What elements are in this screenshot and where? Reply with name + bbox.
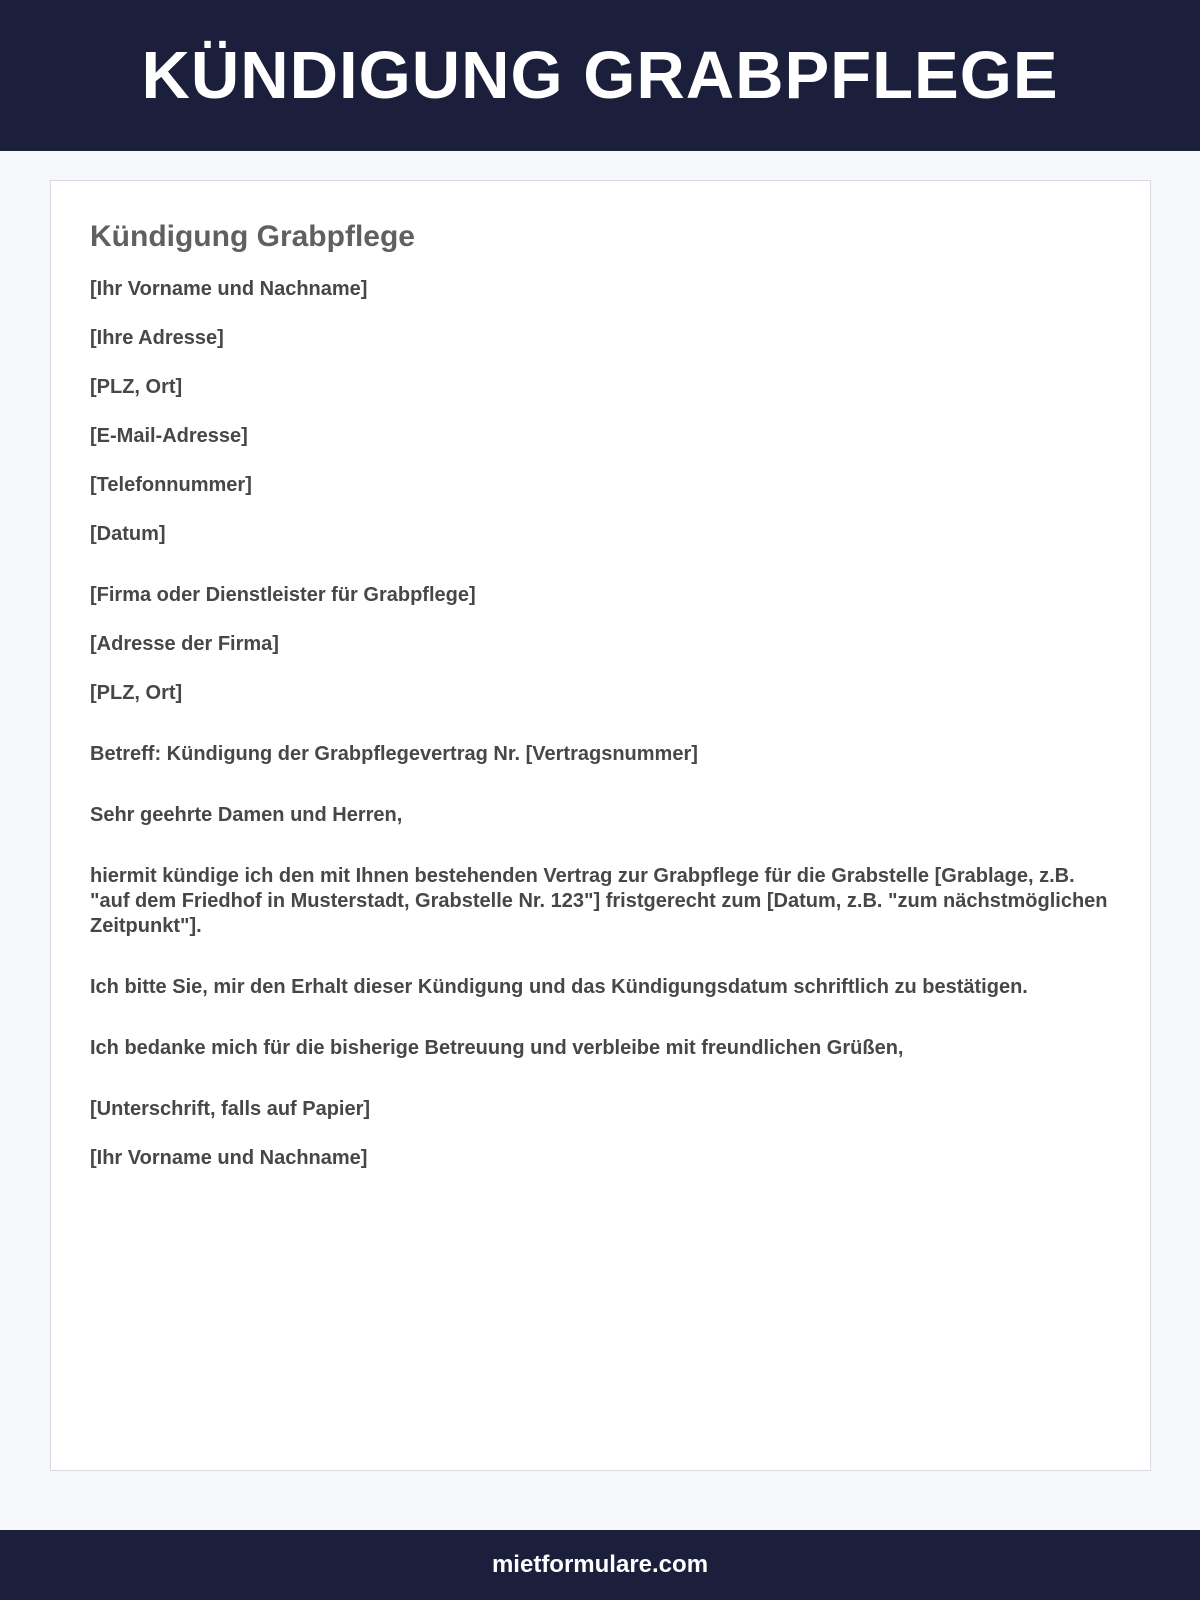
recipient-address: [Adresse der Firma] xyxy=(90,633,279,655)
letter-date: [Datum] xyxy=(90,523,166,545)
footer-banner xyxy=(0,1530,1200,1600)
recipient-zip-city: [PLZ, Ort] xyxy=(90,682,183,704)
header-banner xyxy=(0,0,1200,151)
sender-block xyxy=(90,277,1111,547)
recipient-company: [Firma oder Dienstleister für Grabpflege] xyxy=(90,584,476,606)
salutation: Sehr geehrte Damen und Herren, xyxy=(90,804,403,826)
footer-site-link[interactable]: mietformulare.com xyxy=(491,1551,709,1578)
document-title: Kündigung Grabpflege xyxy=(90,220,415,253)
signature-placeholder: [Unterschrift, falls auf Papier] xyxy=(90,1098,371,1120)
body-paragraph-termination: hiermit kündige ich den mit Ihnen bestehenden Vertrag zur Grabpflege für die Grabstelle [Grablage, z.B. "auf dem Friedhof in Musterstadt, Grabstelle Nr. 123"] fristgerecht zum [Datum, z.B. "zum nächstmöglichen Zeitpunkt"]. xyxy=(90,865,1108,937)
sender-address: [Ihre Adresse] xyxy=(90,327,224,349)
letter-card xyxy=(50,180,1151,1471)
recipient-block xyxy=(90,583,1111,706)
body-paragraph-confirmation: Ich bitte Sie, mir den Erhalt dieser Kündigung und das Kündigungsdatum schriftlich zu bestätigen. xyxy=(90,976,1028,998)
sender-name: [Ihr Vorname und Nachname] xyxy=(90,278,368,300)
closing-block xyxy=(90,1097,1111,1171)
page-title: KÜNDIGUNG GRABPFLEGE xyxy=(141,38,1059,113)
sender-zip-city: [PLZ, Ort] xyxy=(90,376,183,398)
sender-phone: [Telefonnummer] xyxy=(90,474,252,496)
sender-email: [E-Mail-Adresse] xyxy=(90,425,248,447)
subject-line: Betreff: Kündigung der Grabpflegevertrag Nr. [Vertragsnummer] xyxy=(90,743,698,765)
closing-name: [Ihr Vorname und Nachname] xyxy=(90,1147,368,1169)
body-paragraph-thanks: Ich bedanke mich für die bisherige Betreuung und verbleibe mit freundlichen Grüßen, xyxy=(90,1037,904,1059)
